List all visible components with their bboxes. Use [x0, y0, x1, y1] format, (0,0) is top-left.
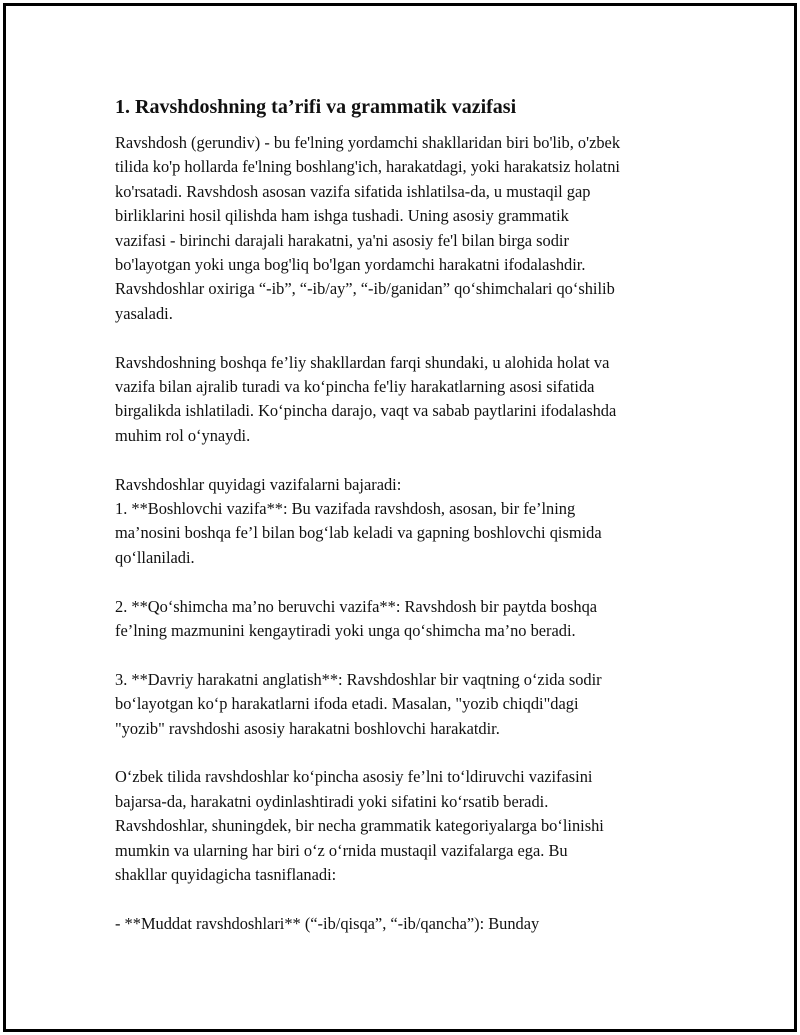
text-line: fe’lning mazmunini kengaytiradi yoki unga qo‘shimcha ma’no beradi.	[115, 621, 576, 641]
paragraph-function-3	[115, 668, 715, 741]
text-line: ko'rsatadi. Ravshdosh asosan vazifa sifatida ishlatilsa-da, u mustaqil gap	[115, 181, 591, 201]
text-line: yasaladi.	[115, 303, 173, 323]
paragraph-classification	[115, 765, 715, 887]
text-line: qo‘llaniladi.	[115, 547, 195, 567]
text-line: birgalikda ishlatiladi. Ko‘pincha darajo, vaqt va sabab paytlarini ifodalashda	[115, 401, 617, 421]
paragraph-difference	[115, 351, 715, 449]
paragraph-duration-item	[115, 912, 715, 936]
text-line: bo‘layotgan ko‘p harakatlarni ifoda etadi. Masalan, "yozib chiqdi"dagi	[115, 694, 579, 714]
text-line: Ravshdoshning boshqa fe’liy shakllardan farqi shundaki, u alohida holat va	[115, 352, 610, 372]
paragraph-function-2	[115, 595, 715, 644]
text-line: tilida ko'p hollarda fe'lning boshlang'ich, harakatdagi, yoki harakatsiz holatni	[115, 157, 620, 177]
text-line: O‘zbek tilida ravshdoshlar ko‘pincha asosiy fe’lni to‘ldiruvchi vazifasini	[115, 767, 593, 787]
text-line: muhim rol o‘ynaydi.	[115, 425, 251, 445]
text-line: birliklarini hosil qilishda ham ishga tushadi. Uning asosiy grammatik	[115, 206, 569, 226]
text-line: "yozib" ravshdoshi asosiy harakatni boshlovchi harakatdir.	[115, 718, 500, 738]
text-line: bo'layotgan yoki unga bog'liq bo'lgan yordamchi harakatni ifodalashdir.	[115, 255, 586, 275]
text-line: Ravshdoshlar, shuningdek, bir necha grammatik kategoriyalarga bo‘linishi	[115, 816, 604, 836]
paragraph-definition	[115, 131, 715, 326]
text-line: - **Muddat ravshdoshlari** (“-ib/qisqa”, “-ib/qancha”): Bunday	[115, 913, 540, 933]
paragraph-functions-list	[115, 473, 715, 571]
text-line: Ravshdoshlar oxiriga “-ib”, “-ib/ay”, “-ib/ganidan” qo‘shimchalari qo‘shilib	[115, 279, 615, 299]
text-line: 3. **Davriy harakatni anglatish**: Ravshdoshlar bir vaqtning o‘zida sodir	[115, 669, 602, 689]
text-line: ma’nosini boshqa fe’l bilan bog‘lab keladi va gapning boshlovchi qismida	[115, 523, 602, 543]
text-line: vazifasi - birinchi darajali harakatni, ya'ni asosiy fe'l bilan birga sodir	[115, 230, 569, 250]
text-line: 2. **Qo‘shimcha ma’no beruvchi vazifa**: Ravshdosh bir paytda boshqa	[115, 596, 598, 616]
text-line: mumkin va ularning har biri o‘z o‘rnida mustaqil vazifalarga ega. Bu	[115, 840, 568, 860]
document-body	[115, 95, 715, 961]
text-line: 1. **Boshlovchi vazifa**: Bu vazifada ravshdosh, asosan, bir fe’lning	[115, 499, 576, 519]
text-line: shakllar quyidagicha tasniflanadi:	[115, 865, 337, 885]
text-line: vazifa bilan ajralib turadi va ko‘pincha fe'liy harakatlarning asosi sifatida	[115, 377, 595, 397]
section-heading: 1. Ravshdoshning ta’rifi va grammatik vazifasi	[115, 96, 517, 118]
text-line: Ravshdoshlar quyidagi vazifalarni bajaradi:	[115, 474, 402, 494]
text-line: bajarsa-da, harakatni oydinlashtiradi yoki sifatini ko‘rsatib beradi.	[115, 791, 549, 811]
text-line: Ravshdosh (gerundiv) - bu fe'lning yordamchi shakllaridan biri bo'lib, o'zbek	[115, 133, 621, 152]
